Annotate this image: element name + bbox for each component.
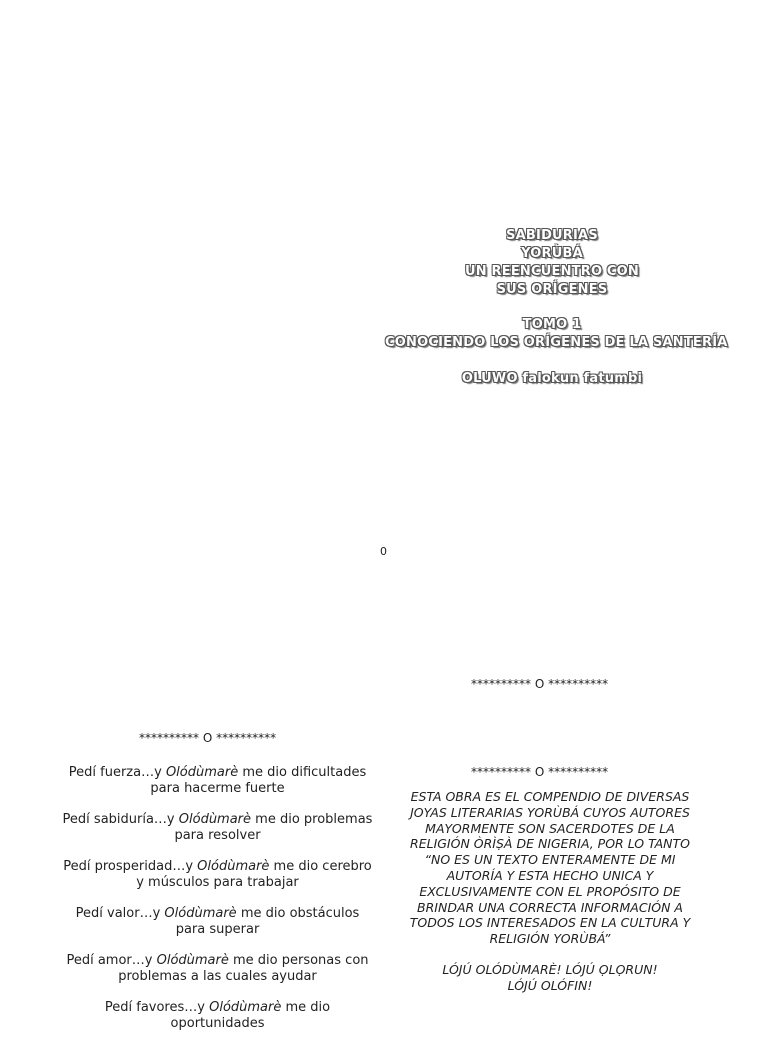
title-line-2: YORÙBÁ — [521, 246, 583, 261]
book-title-block — [385, 227, 728, 388]
volume-label: TOMO 1 — [522, 317, 582, 332]
dedication-para-5: LÓJÚ OLÓFIN! — [507, 977, 593, 993]
poem-stanza: Pedí valor…y Olódùmarè me dio obstáculos para superar — [75, 906, 360, 937]
dedication-para-3: “NO ES UN TEXTO ENTERAMENTE DE MI AUTORÍA Y ESTA HECHO UNICA Y EXCLUSIVAMENTE CON EL PROPÓSITO DE BRINDAR UNA CORRECTA INFORMACIÓN A TODOS LOS INTERESADOS EN LA CULTURA Y RELIGIÓN YORÙBÁ” — [409, 852, 691, 947]
poem-stanza: Pedí sabiduría…y Olódùmarè me dio problemas para resolver — [62, 812, 373, 843]
dedication-para-1: ESTA OBRA ES EL COMPENDIO DE DIVERSAS JOYAS LITERARIAS YORÙBÁ CUYOS AUTORES — [410, 789, 690, 820]
author-name: OLUWO falokun fatumbi — [461, 371, 643, 386]
separator-right-bottom: ********** O ********** — [471, 765, 609, 779]
separator-left: ********** O ********** — [139, 731, 277, 745]
poem-stanza: Pedí prosperidad…y Olódùmarè me dio cerebro y músculos para trabajar — [63, 859, 372, 890]
separator-right-top: ********** O ********** — [471, 677, 609, 691]
page-number: 0 — [380, 545, 387, 558]
dedication-para-4: LÓJÚ OLÓDÙMARÈ! LÓJÚ ỌLỌRUN! — [442, 961, 658, 977]
dedication-para-2: MAYORMENTE SON SACERDOTES DE LA RELIGIÓN ÒRÌṢÀ DE NIGERIA, POR LO TANTO — [410, 820, 690, 852]
title-line-3: UN REENCUENTRO CON — [465, 264, 639, 279]
title-line-4: SUS ORÍGENES — [496, 282, 608, 297]
book-subtitle: CONOCIENDO LOS ORÍGENES DE LA SANTERÍA — [385, 335, 728, 350]
poem-stanza: Pedí favores…y Olódùmarè me dio oportunidades — [104, 1000, 331, 1031]
poem-stanza: Pedí amor…y Olódùmarè me dio personas con problemas a las cuales ayudar — [66, 953, 369, 984]
title-line-1: SABIDURIAS — [506, 228, 598, 243]
dedication-text — [398, 789, 702, 994]
prayer-poem — [60, 765, 375, 1047]
poem-stanza: Pedí fuerza…y Olódùmarè me dio dificultades para hacerme fuerte — [68, 765, 367, 796]
